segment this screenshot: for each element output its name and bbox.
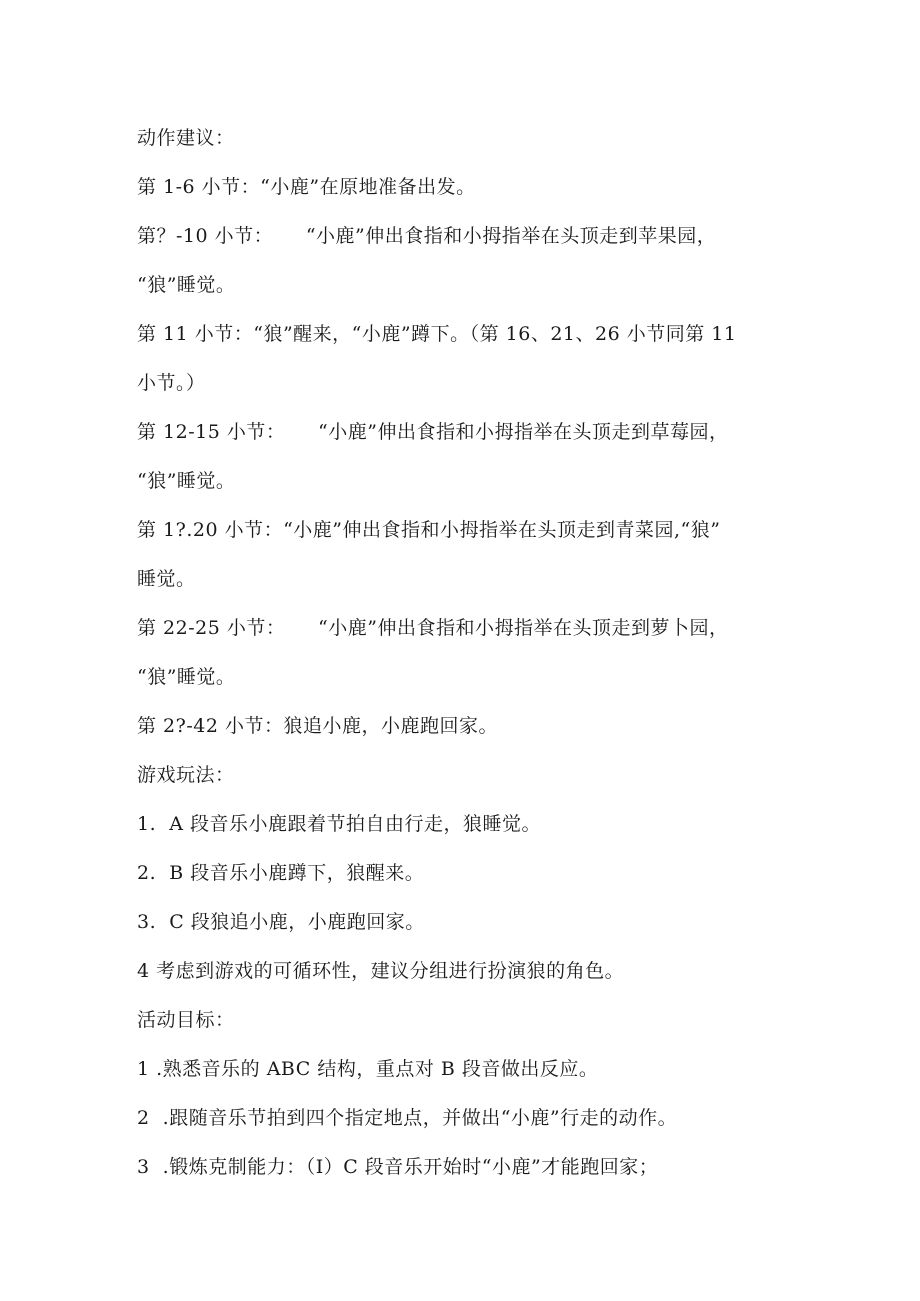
paragraph-line: “狼”睡觉。 [137, 666, 236, 688]
paragraph-line: “狼”睡觉。 [137, 274, 236, 296]
paragraph-line: 第 11 小节：“狼”醒来，“小鹿”蹲下。（第 16、21、26 小节同第 11 [137, 323, 737, 345]
paragraph-line: 第 2?-42 小节：狼追小鹿，小鹿跑回家。 [137, 715, 498, 737]
paragraph-line: 第 1-6 小节：“小鹿”在原地准备出发。 [137, 176, 476, 198]
list-item: 1 .熟悉音乐的 ABC 结构，重点对 B 段音做出反应。 [137, 1058, 599, 1080]
list-item: 4 考虑到游戏的可循环性，建议分组进行扮演狼的角色。 [137, 960, 625, 982]
list-item: 3. C 段狼追小鹿，小鹿跑回家。 [137, 911, 425, 933]
paragraph-line: 第 22-25 小节： “小鹿”伸出食指和小拇指举在头顶走到萝卜园， [137, 617, 729, 639]
list-item: 3 .锻炼克制能力：（I）C 段音乐开始时“小鹿”才能跑回家； [137, 1156, 659, 1178]
paragraph-line: 第 1?.20 小节：“小鹿”伸出食指和小拇指举在头顶走到青菜园,“狼” [137, 519, 721, 541]
paragraph-line: 小节。） [137, 372, 206, 394]
paragraph-line: “狼”睡觉。 [137, 470, 236, 492]
list-item: 2. B 段音乐小鹿蹲下，狼醒来。 [137, 862, 425, 884]
heading-action-suggestions: 动作建议： [137, 127, 235, 149]
paragraph-line: 第？-10 小节： “小鹿”伸出食指和小拇指举在头顶走到苹果园， [137, 225, 717, 247]
list-item: 1. A 段音乐小鹿跟着节拍自由行走，狼睡觉。 [137, 813, 541, 835]
document-body [137, 114, 787, 1192]
list-item: 2 .跟随音乐节拍到四个指定地点，并做出“小鹿”行走的动作。 [137, 1107, 678, 1129]
paragraph-line: 第 12-15 小节： “小鹿”伸出食指和小拇指举在头顶走到草莓园， [137, 421, 729, 443]
heading-game-rules: 游戏玩法： [137, 764, 235, 786]
paragraph-line: 睡觉。 [137, 568, 196, 590]
heading-activity-goals: 活动目标： [137, 1009, 235, 1031]
